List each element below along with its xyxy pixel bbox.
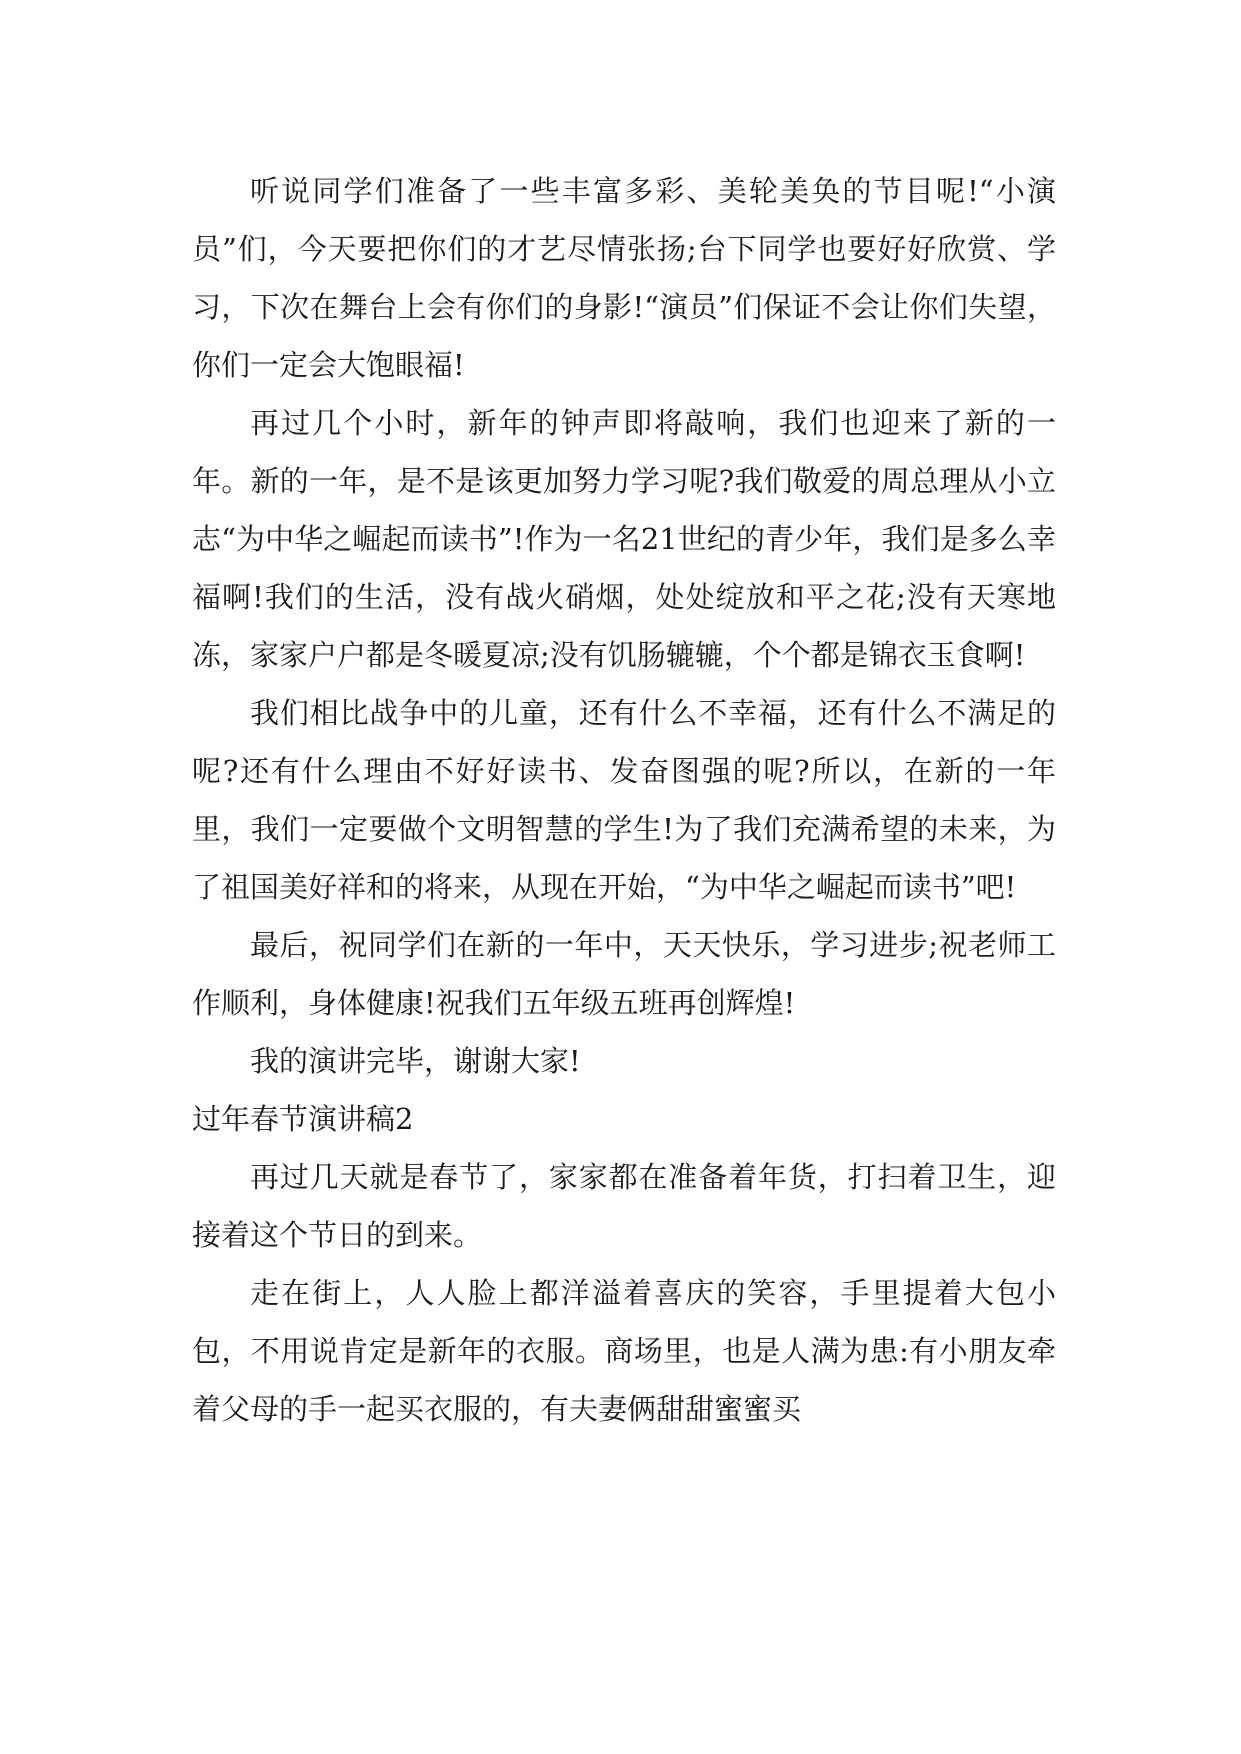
paragraph: 听说同学们准备了一些丰富多彩、美轮美奂的节目呢!“小演员”们，今天要把你们的才艺尽情张扬;台下同学也要好好欣赏、学习，下次在舞台上会有你们的身影!“演员”们保证不会让你们失望，你们一定会大饱眼福! — [192, 174, 1056, 382]
document-page — [192, 162, 1056, 1438]
paragraph: 最后，祝同学们在新的一年中，天天快乐，学习进步;祝老师工作顺利，身体健康!祝我们五年级五班再创辉煌! — [192, 928, 1056, 1020]
paragraph: 我们相比战争中的儿童，还有什么不幸福，还有什么不满足的呢?还有什么理由不好好读书、发奋图强的呢?所以，在新的一年里，我们一定要做个文明智慧的学生!为了我们充满希望的未来，为了祖国美好祥和的将来，从现在开始，“为中华之崛起而读书”吧! — [192, 696, 1056, 904]
paragraph: 我的演讲完毕，谢谢大家! — [250, 1044, 581, 1078]
paragraph: 再过几天就是春节了，家家都在准备着年货，打扫着卫生，迎接着这个节日的到来。 — [192, 1160, 1056, 1252]
paragraph: 走在街上，人人脸上都洋溢着喜庆的笑容，手里提着大包小包，不用说肯定是新年的衣服。商场里，也是人满为患:有小朋友牵着父母的手一起买衣服的，有夫妻俩甜甜蜜蜜买 — [192, 1276, 1056, 1426]
section-heading: 过年春节演讲稿2 — [192, 1102, 414, 1136]
paragraph: 再过几个小时，新年的钟声即将敲响，我们也迎来了新的一年。新的一年，是不是该更加努力学习呢?我们敬爱的周总理从小立志“为中华之崛起而读书”!作为一名21世纪的青少年，我们是多么幸福啊!我们的生活，没有战火硝烟，处处绽放和平之花;没有天寒地冻，家家户户都是冬暖夏凉;没有饥肠辘辘，个个都是锦衣玉食啊! — [192, 406, 1056, 672]
